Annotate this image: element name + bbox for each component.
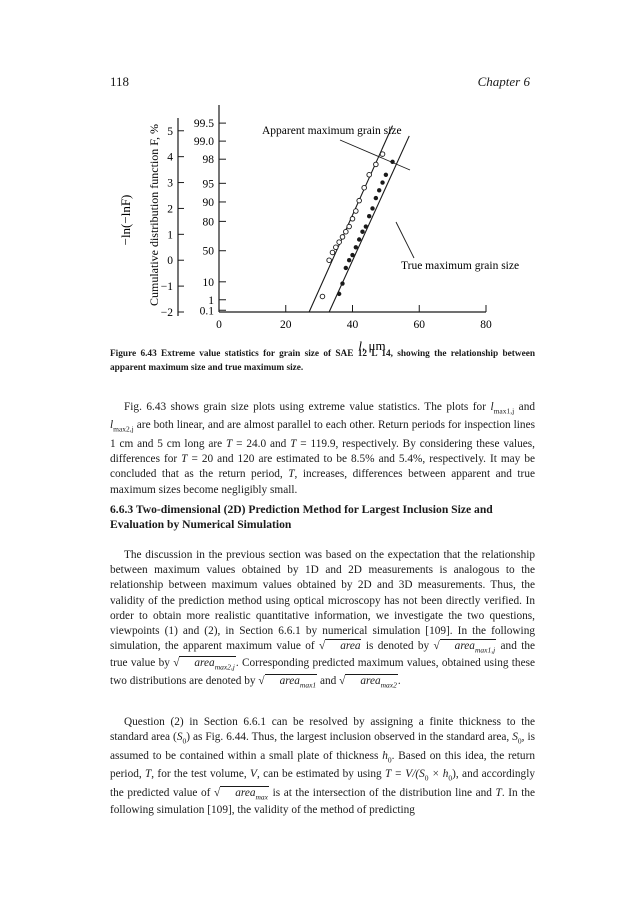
true-data-point	[347, 258, 351, 262]
var: h	[382, 749, 388, 762]
text: and the true value by	[110, 640, 535, 670]
annotation-true: True maximum grain size	[401, 260, 520, 272]
left-tick-label: 1	[167, 229, 173, 242]
x-axis-var: l	[358, 338, 363, 353]
true-data-point	[340, 281, 344, 285]
sub: max2,j	[113, 424, 134, 434]
text: = 24.0 and	[232, 437, 291, 450]
var: T	[290, 437, 297, 450]
x-tick-label: 80	[480, 319, 492, 331]
apparent-data-point	[354, 209, 359, 214]
left-tick-label: 4	[167, 151, 173, 164]
area: area	[360, 674, 381, 687]
paragraph-1	[110, 400, 535, 498]
formula: )	[452, 768, 456, 781]
area: area	[454, 640, 475, 653]
figure-caption	[110, 347, 535, 375]
cdf-tick-label: 80	[202, 216, 214, 229]
x-tick-label: 60	[413, 319, 425, 331]
sqrt-area	[440, 639, 497, 656]
left-tick-label: 2	[167, 203, 173, 216]
sqrt-sign: √	[173, 657, 180, 670]
paragraph-2	[110, 548, 535, 691]
text: . Corresponding predicted maximum values, obtained using these two distributions are denoted by	[110, 657, 535, 687]
left-ticks	[161, 126, 184, 319]
sub: max2	[380, 679, 397, 689]
true-data-point	[384, 173, 388, 177]
sqrt-sign: √	[258, 674, 265, 687]
text: The discussion in the previous section was based on the expectation that the relationship between maximum values obtained by 1D and 2D measurements is analogous to the relationship between maximum values obtained by 2D and 3D measurements. Thus, the validity of the prediction method using optical microscopy has not been directly verified. In order to obtain more realistic quantitative information, we investigate the two questions, viewpoints (1) and (2), in Section 6.6.1 by numerical simulation [109]. In the following simulation, the apparent maximum value of	[110, 549, 535, 653]
text: = 119.9, respectively. By considering these values, differences for	[110, 437, 535, 466]
paragraph-3	[110, 715, 535, 818]
sub: 0	[424, 773, 429, 783]
var: l	[490, 401, 494, 413]
text: . Based on this idea, the return period,	[110, 749, 535, 781]
sub: max	[255, 791, 269, 801]
cdf-tick-label: 99.0	[193, 136, 214, 149]
sub: 0	[517, 736, 522, 746]
sub: max2,j	[214, 662, 235, 672]
cdf-tick-label: 50	[202, 245, 214, 258]
annotation-apparent: Apparent maximum grain size	[262, 125, 402, 137]
sqrt-sign: √	[339, 674, 346, 687]
text: is denoted by	[361, 640, 434, 653]
cdf-tick-label: 1	[208, 294, 214, 307]
sub: 0	[182, 736, 187, 746]
x-tick-label: 40	[346, 319, 359, 331]
text: Question (2) in Section 6.6.1 can be resolved by assigning a finite thickness to the standard area (	[110, 716, 535, 744]
sub: max1,j	[474, 645, 496, 655]
var: T	[181, 453, 188, 466]
sqrt-area: area	[325, 639, 361, 652]
x-tick-label: 20	[280, 319, 292, 331]
apparent-data-point	[327, 258, 332, 263]
apparent-data-point	[334, 245, 339, 250]
text: = 20 and 120 are estimated to be 8.5% and 5.4%, respectively. It may be concluded that as the return period,	[110, 453, 535, 481]
left-tick-label: 5	[167, 125, 173, 138]
cdf-tick-label: 99.5	[193, 118, 214, 131]
text: is at the intersection of the distribution line and	[269, 786, 496, 799]
apparent-data-point	[320, 294, 325, 299]
left-tick-label: −2	[160, 307, 173, 319]
cdf-tick-label: 90	[202, 196, 214, 209]
sub: 0	[387, 754, 392, 764]
text: , is assumed to be contained within a small plate of thickness	[110, 731, 535, 762]
true-data-point	[377, 188, 381, 192]
var: S	[176, 731, 183, 744]
annotation-true-leader	[396, 222, 414, 258]
text: are both linear, and are almost parallel to each other. Return periods for inspection lines 1 cm and 5 cm long are	[110, 419, 535, 450]
area: area	[279, 674, 300, 687]
text: and	[317, 674, 340, 687]
true-data-point	[350, 253, 354, 257]
apparent-data-point	[374, 162, 379, 167]
var: V	[250, 768, 257, 781]
cdf-tick-label: 10	[202, 276, 214, 289]
sub: max1	[299, 679, 317, 689]
sqrt-area	[220, 786, 269, 803]
apparent-data-point	[362, 185, 367, 190]
formula: T = V/(S	[385, 768, 425, 781]
sqrt-sign: √	[214, 786, 221, 799]
apparent-data-point	[344, 229, 349, 234]
caption-label: Figure 6.43	[110, 349, 157, 359]
sqrt-area	[179, 656, 236, 673]
text: . In the following simulation [109], the validity of the method of predicting	[110, 786, 535, 816]
cdf-tick-label: 95	[202, 178, 214, 191]
true-data-point	[337, 292, 341, 296]
true-data-point	[344, 266, 348, 270]
true-data-point	[370, 206, 374, 210]
sqrt-sign: √	[318, 640, 326, 653]
text: ) as Fig. 6.44. Thus, the largest inclusion observed in the standard area,	[186, 731, 513, 744]
apparent-data-point	[367, 172, 372, 177]
apparent-data-point	[347, 224, 352, 229]
var: S	[512, 731, 518, 744]
running-header-chapter: Chapter 6	[477, 74, 530, 89]
area: area	[235, 786, 256, 799]
caption-text: Extreme value statistics for grain size of SAE 12 L 14, showing the relationship between apparent maximum size and true maximum size.	[110, 349, 535, 373]
cdf-tick-label: 98	[202, 154, 214, 167]
apparent-data-point	[330, 250, 335, 255]
area: area	[194, 657, 215, 670]
text: , for the test volume,	[151, 768, 251, 781]
sqrt-area	[345, 674, 398, 691]
text: .	[397, 674, 401, 687]
var: T	[495, 786, 502, 799]
left-axis-title: −ln(−lnF)	[118, 194, 133, 246]
true-data-point	[364, 224, 368, 228]
apparent-data-point	[340, 235, 345, 240]
section-heading	[110, 502, 535, 532]
x-tick-label: 0	[216, 319, 222, 331]
x-axis-unit: , μm	[362, 338, 386, 353]
left-tick-label: 0	[167, 255, 173, 268]
section-number: 6.6.3	[110, 503, 134, 516]
sub: max1,j	[493, 406, 515, 416]
text: and	[514, 401, 535, 413]
text: , can be estimated by using	[256, 768, 385, 781]
text: , increases, differences between apparent and true maximum sizes become negligibly small.	[110, 468, 535, 496]
page-number: 118	[110, 74, 130, 89]
right-axis-title: Cumulative distribution function F, %	[147, 123, 161, 307]
sqrt-area	[265, 674, 318, 691]
true-data-point	[360, 230, 364, 234]
formula: × h	[428, 768, 449, 781]
true-data-point	[357, 237, 361, 241]
section-title: Two-dimensional (2D) Prediction Method for Largest Inclusion Size and Evaluation by Numerical Simulation	[110, 503, 493, 531]
left-tick-label: −1	[160, 281, 173, 294]
cdf-tick-label: 0.1	[199, 305, 214, 318]
sub: 0	[448, 773, 453, 783]
text: , and accordingly the predicted value of	[110, 768, 535, 799]
figure-6-43	[0, 0, 640, 380]
var: l	[110, 419, 114, 432]
true-data-point	[367, 214, 371, 218]
apparent-data-point	[350, 216, 355, 221]
sqrt-sign: √	[433, 640, 440, 653]
apparent-data-point	[380, 152, 385, 157]
left-tick-label: 3	[167, 177, 173, 190]
text: Fig. 6.43 shows grain size plots using extreme value statistics. The plots for	[124, 401, 491, 413]
x-ticks	[216, 305, 492, 331]
true-data-point	[354, 245, 358, 249]
true-data-point	[374, 196, 378, 200]
var: T	[288, 468, 295, 481]
apparent-data-point	[357, 198, 362, 203]
true-data-point	[380, 180, 384, 184]
var: T	[226, 437, 233, 450]
apparent-data-point	[337, 240, 342, 245]
var: T	[145, 768, 152, 781]
plot-area	[309, 126, 409, 312]
cdf-ticks	[194, 118, 226, 317]
